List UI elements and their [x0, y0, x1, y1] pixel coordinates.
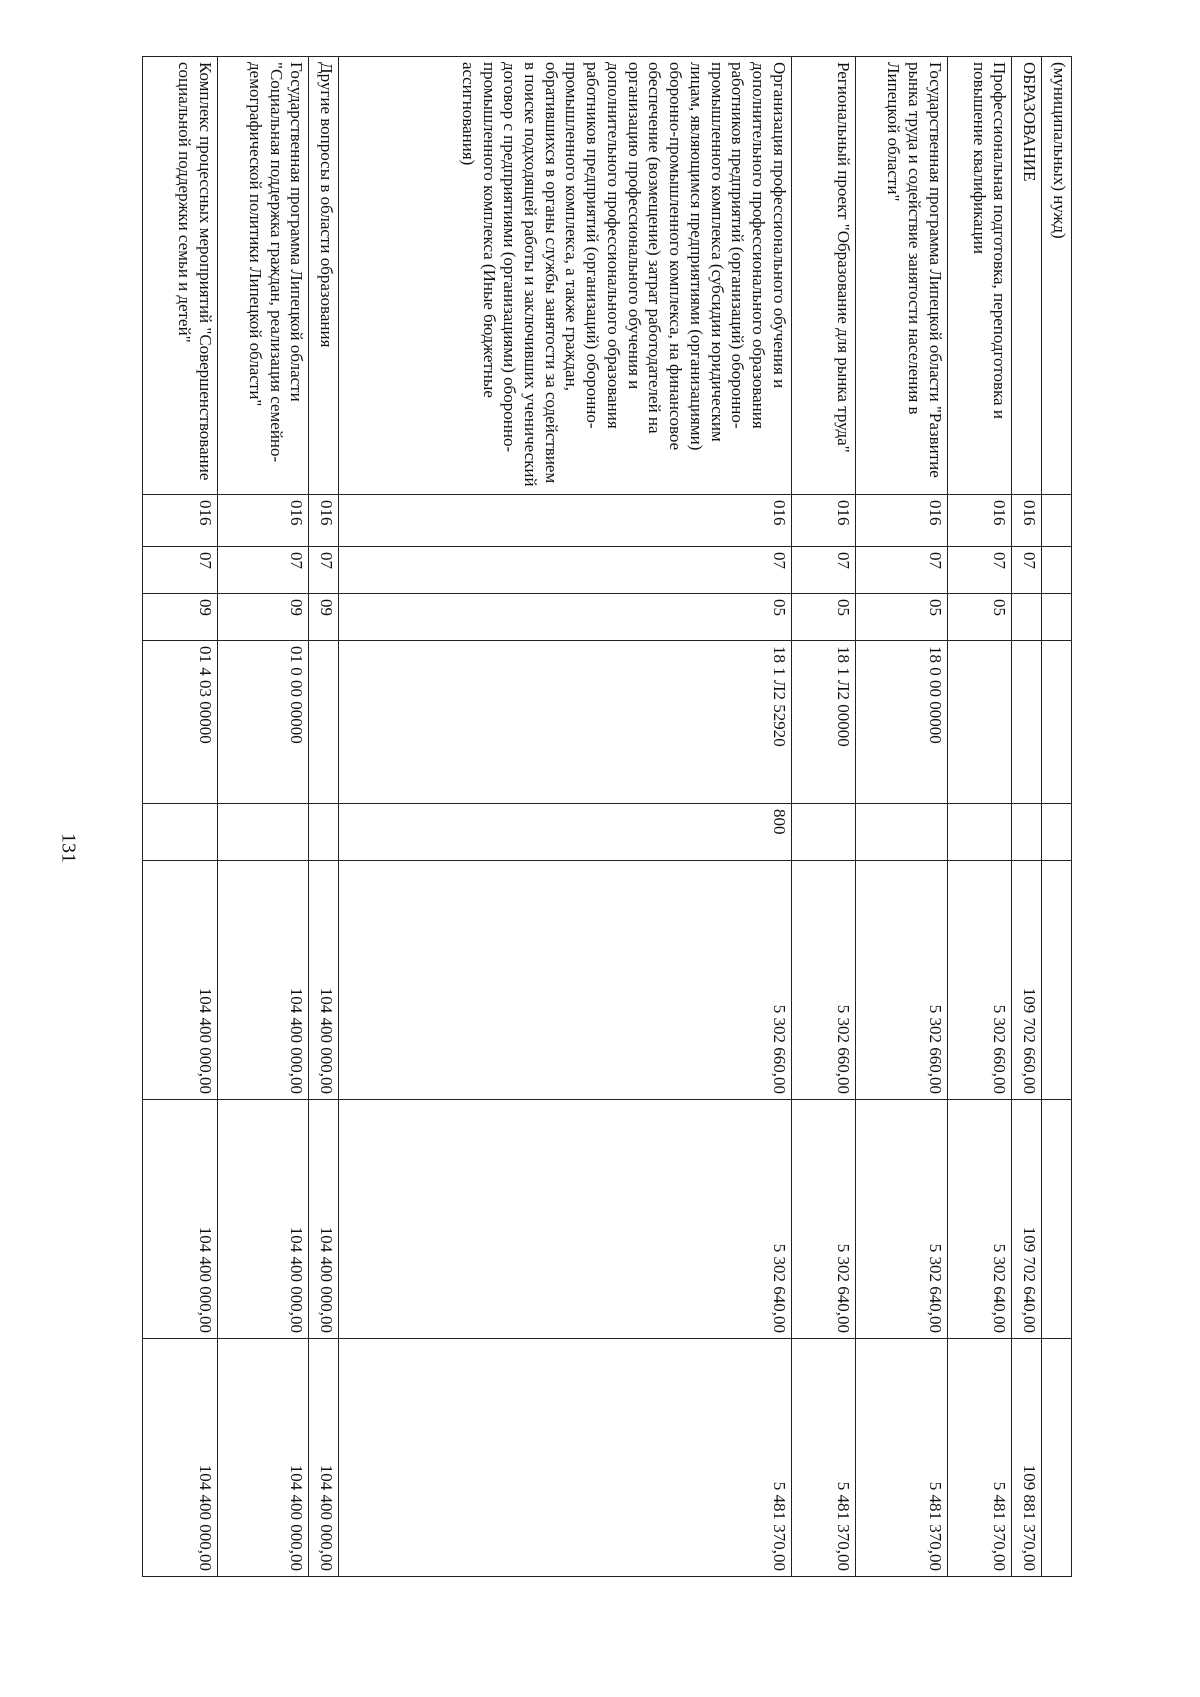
budget-table: [142, 56, 1072, 1577]
sum-year1-cell: 104 400 000,00: [143, 861, 218, 1100]
subsection-cell: [1012, 594, 1042, 641]
sum-year2-cell: 5 302 640,00: [947, 1100, 1012, 1339]
row-name-cell: Другие вопросы в области образования: [309, 57, 339, 495]
row-name-cell: Государственная программа Липецкой области "Развитие рынка труда и содействие занятости населения в Липецкой области": [856, 57, 947, 495]
table-row: [791, 57, 856, 1577]
section-cell: 07: [947, 547, 1012, 594]
expense-type-cell: [143, 804, 218, 861]
sum-year2-cell: 104 400 000,00: [309, 1100, 339, 1339]
sum-year3-cell: 5 481 370,00: [791, 1339, 856, 1577]
sum-year1-cell: [1042, 861, 1072, 1100]
sum-year2-cell: 104 400 000,00: [143, 1100, 218, 1339]
expense-type-cell: [791, 804, 856, 861]
sum-year2-cell: 109 702 640,00: [1012, 1100, 1042, 1339]
budget-table-container: [142, 56, 1072, 1576]
subsection-cell: 05: [947, 594, 1012, 641]
sum-year2-cell: 5 302 640,00: [791, 1100, 856, 1339]
sum-year3-cell: 104 400 000,00: [309, 1339, 339, 1577]
row-name-cell: Комплекс процессных мероприятий "Совершенствование социальной поддержки семьи и детей": [143, 57, 218, 495]
section-cell: 07: [791, 547, 856, 594]
expense-type-cell: 800: [339, 804, 792, 861]
target-article-cell: 01 4 03 00000: [143, 641, 218, 804]
subsection-cell: 09: [143, 594, 218, 641]
row-name-cell: Государственная программа Липецкой области "Социальная поддержка граждан, реализация семейно-демографической политики Липецкой области": [217, 57, 308, 495]
subsection-cell: [1042, 594, 1072, 641]
section-cell: 07: [217, 547, 308, 594]
ved-cell: 016: [217, 495, 308, 547]
page-number: 131: [57, 833, 80, 863]
row-name-cell: Профессиональная подготовка, переподготовка и повышение квалификации: [947, 57, 1012, 495]
ved-cell: 016: [1012, 495, 1042, 547]
ved-cell: 016: [143, 495, 218, 547]
sum-year3-cell: 104 400 000,00: [217, 1339, 308, 1577]
target-article-cell: 01 0 00 00000: [217, 641, 308, 804]
section-cell: 07: [1012, 547, 1042, 594]
sum-year3-cell: 5 481 370,00: [947, 1339, 1012, 1577]
sum-year3-cell: 5 481 370,00: [339, 1339, 792, 1577]
target-article-cell: [1042, 641, 1072, 804]
target-article-cell: [309, 641, 339, 804]
ved-cell: 016: [856, 495, 947, 547]
row-name-cell: (муниципальных) нужд): [1042, 57, 1072, 495]
expense-type-cell: [856, 804, 947, 861]
row-name-cell: Организация профессионального обучения и дополнительного профессионального образования работников предприятий (организаций) оборонно-промышленного комплекса (субсидии юридическим лицам, являющимся предприятиями (организациями) оборонно-промышленного комплекса, на финансовое обеспечение (возмещение) затрат работодателей на организацию профессионального обучения и дополнительного профессионального образования работников предприятий (организаций) оборонно-промышленного комплекса, а также граждан, обратившихся в органы службы занятости за содействием в поиске подходящей работы и заключивших ученический договор с предприятиями (организациями) оборонно-промышленного комплекса (Иные бюджетные ассигнования): [339, 57, 792, 495]
ved-cell: 016: [791, 495, 856, 547]
expense-type-cell: [947, 804, 1012, 861]
sum-year3-cell: 5 481 370,00: [856, 1339, 947, 1577]
expense-type-cell: [1012, 804, 1042, 861]
sum-year3-cell: 104 400 000,00: [143, 1339, 218, 1577]
table-row: [856, 57, 947, 1577]
subsection-cell: 05: [339, 594, 792, 641]
target-article-cell: 18 1 Л2 00000: [791, 641, 856, 804]
ved-cell: 016: [947, 495, 1012, 547]
sum-year2-cell: 5 302 640,00: [856, 1100, 947, 1339]
section-cell: [1042, 547, 1072, 594]
target-article-cell: 18 1 Л2 52920: [339, 641, 792, 804]
table-row: [1042, 57, 1072, 1577]
subsection-cell: 09: [217, 594, 308, 641]
table-row: [339, 57, 792, 1577]
sum-year2-cell: [1042, 1100, 1072, 1339]
table-row: [143, 57, 218, 1577]
subsection-cell: 09: [309, 594, 339, 641]
section-cell: 07: [856, 547, 947, 594]
sum-year1-cell: 5 302 660,00: [947, 861, 1012, 1100]
sum-year1-cell: 5 302 660,00: [856, 861, 947, 1100]
sum-year3-cell: [1042, 1339, 1072, 1577]
sum-year2-cell: 5 302 640,00: [339, 1100, 792, 1339]
ved-cell: 016: [309, 495, 339, 547]
subsection-cell: 05: [856, 594, 947, 641]
ved-cell: [1042, 495, 1072, 547]
sum-year3-cell: 109 881 370,00: [1012, 1339, 1042, 1577]
table-row: [217, 57, 308, 1577]
sum-year1-cell: 104 400 000,00: [217, 861, 308, 1100]
section-cell: 07: [309, 547, 339, 594]
sum-year2-cell: 104 400 000,00: [217, 1100, 308, 1339]
section-cell: 07: [143, 547, 218, 594]
target-article-cell: [1012, 641, 1042, 804]
sum-year1-cell: 109 702 660,00: [1012, 861, 1042, 1100]
row-name-cell: ОБРАЗОВАНИЕ: [1012, 57, 1042, 495]
expense-type-cell: [1042, 804, 1072, 861]
table-row: [309, 57, 339, 1577]
ved-cell: 016: [339, 495, 792, 547]
expense-type-cell: [309, 804, 339, 861]
row-name-cell: Региональный проект "Образование для рынка труда": [791, 57, 856, 495]
sum-year1-cell: 5 302 660,00: [791, 861, 856, 1100]
target-article-cell: [947, 641, 1012, 804]
subsection-cell: 05: [791, 594, 856, 641]
target-article-cell: 18 0 00 00000: [856, 641, 947, 804]
sum-year1-cell: 5 302 660,00: [339, 861, 792, 1100]
sum-year1-cell: 104 400 000,00: [309, 861, 339, 1100]
table-row: [1012, 57, 1042, 1577]
table-row: [947, 57, 1012, 1577]
section-cell: 07: [339, 547, 792, 594]
expense-type-cell: [217, 804, 308, 861]
